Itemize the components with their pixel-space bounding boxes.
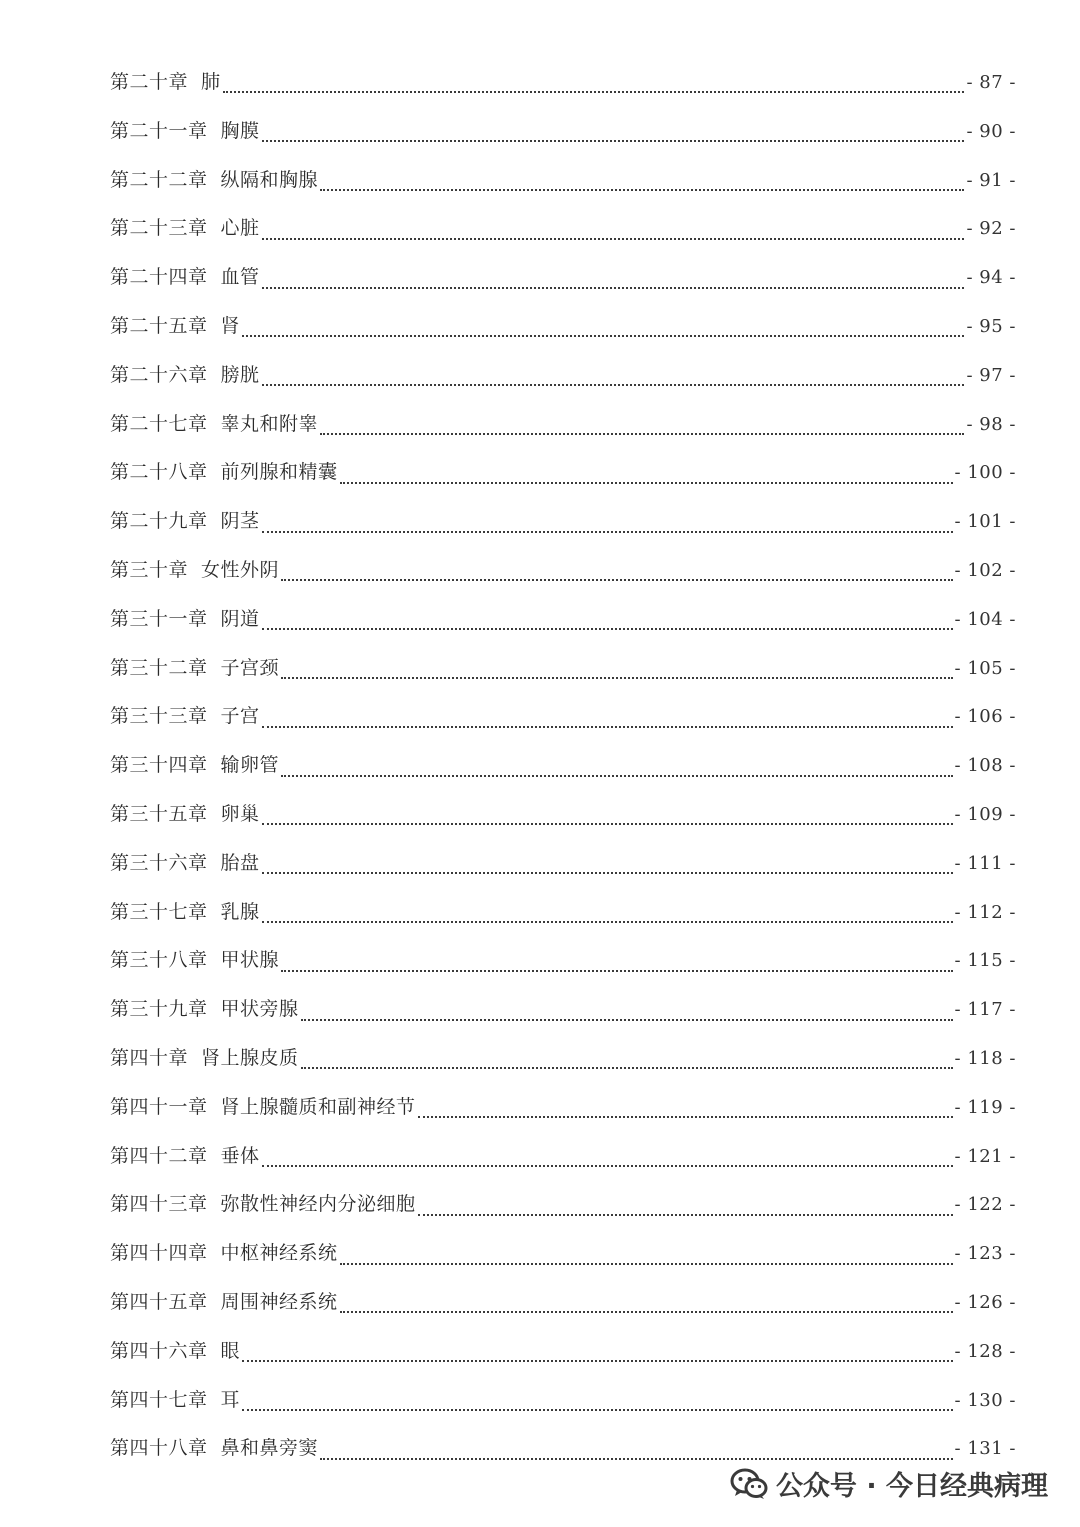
toc-dot-leader	[281, 570, 953, 584]
toc-chapter-number: 第四十八章	[110, 1437, 208, 1460]
toc-chapter-title: 甲状旁腺	[220, 998, 299, 1021]
toc-page-number: - 117 -	[954, 999, 1016, 1021]
toc-chapter-number: 第二十八章	[110, 461, 208, 484]
toc-chapter-number: 第三十章	[110, 558, 189, 581]
toc-dot-leader	[262, 278, 965, 292]
toc-chapter-number: 第四十六章	[110, 1339, 208, 1362]
toc-entry[interactable]	[110, 936, 1016, 985]
toc-dot-leader	[262, 863, 953, 877]
toc-chapter-title: 血管	[220, 266, 260, 289]
toc-dot-leader	[301, 1010, 953, 1024]
toc-chapter-title: 胸膜	[220, 119, 260, 142]
toc-entry[interactable]	[110, 1278, 1016, 1327]
toc-page-number: - 126 -	[954, 1291, 1016, 1313]
toc-chapter-number: 第三十八章	[110, 949, 208, 972]
toc-chapter-title: 前列腺和精囊	[220, 461, 338, 484]
toc-chapter-title: 女性外阴	[201, 558, 280, 581]
toc-chapter-number: 第四十五章	[110, 1290, 208, 1313]
toc-dot-leader	[340, 1254, 953, 1268]
toc-dot-leader	[320, 1449, 953, 1463]
toc-chapter-number: 第三十五章	[110, 802, 208, 825]
toc-chapter-title: 乳腺	[220, 900, 260, 923]
toc-page-number: - 130 -	[954, 1389, 1016, 1411]
toc-entry[interactable]	[110, 692, 1016, 741]
toc-chapter-title: 睾丸和附睾	[220, 412, 319, 435]
toc-entry[interactable]	[110, 1132, 1016, 1181]
toc-dot-leader	[262, 522, 953, 536]
toc-page-number: - 112 -	[954, 901, 1016, 923]
wechat-watermark	[730, 1464, 1048, 1503]
toc-entry[interactable]	[110, 107, 1016, 156]
toc-dot-leader	[242, 1351, 953, 1365]
toc-page-number: - 101 -	[954, 511, 1016, 533]
toc-entry[interactable]	[110, 58, 1016, 107]
toc-chapter-number: 第四十二章	[110, 1144, 208, 1167]
toc-dot-leader	[340, 1302, 953, 1316]
toc-page-number: - 104 -	[954, 608, 1016, 630]
toc-entry[interactable]	[110, 156, 1016, 205]
toc-dot-leader	[281, 668, 953, 682]
toc-page-number: - 105 -	[954, 657, 1016, 679]
toc-dot-leader	[262, 1156, 953, 1170]
toc-chapter-title: 输卵管	[220, 754, 280, 777]
toc-page-number: - 131 -	[954, 1438, 1016, 1460]
toc-chapter-title: 弥散性神经内分泌细胞	[220, 1193, 416, 1216]
toc-dot-leader	[262, 717, 953, 731]
toc-page-number: - 100 -	[954, 462, 1016, 484]
toc-dot-leader	[418, 1205, 953, 1219]
toc-page-number: - 90 -	[966, 120, 1016, 142]
toc-chapter-number: 第二十章	[110, 71, 189, 93]
toc-dot-leader	[262, 131, 965, 145]
toc-page-number: - 94 -	[966, 267, 1016, 289]
toc-dot-leader	[301, 1058, 953, 1072]
toc-entry[interactable]	[110, 1229, 1016, 1278]
toc-page-number: - 118 -	[954, 1047, 1016, 1069]
wechat-icon	[730, 1467, 768, 1501]
toc-dot-leader	[262, 375, 965, 389]
toc-page-number: - 108 -	[954, 755, 1016, 777]
toc-entry[interactable]	[110, 1034, 1016, 1083]
toc-chapter-title: 子宫	[220, 705, 260, 728]
toc-dot-leader	[242, 326, 964, 340]
toc-chapter-title: 卵巢	[220, 802, 260, 825]
toc-page-number: - 92 -	[966, 218, 1016, 240]
toc-entry[interactable]	[110, 1180, 1016, 1229]
toc-chapter-title: 鼻和鼻旁窦	[220, 1437, 319, 1460]
toc-entry[interactable]	[110, 253, 1016, 302]
toc-entry[interactable]	[110, 497, 1016, 546]
toc-chapter-title: 眼	[220, 1339, 241, 1362]
toc-chapter-number: 第二十五章	[110, 314, 208, 337]
toc-chapter-title: 膀胱	[220, 363, 260, 386]
toc-chapter-number: 第二十四章	[110, 266, 208, 289]
toc-page-number: - 87 -	[966, 72, 1016, 93]
toc-entry[interactable]	[110, 644, 1016, 693]
toc-page-number: - 95 -	[966, 315, 1016, 337]
toc-entry[interactable]	[110, 400, 1016, 449]
toc-entry[interactable]	[110, 351, 1016, 400]
toc-chapter-number: 第二十三章	[110, 217, 208, 240]
toc-entry[interactable]	[110, 595, 1016, 644]
toc-entry[interactable]	[110, 1327, 1016, 1376]
toc-dot-leader	[320, 424, 964, 438]
toc-chapter-number: 第三十九章	[110, 998, 208, 1021]
toc-entry[interactable]	[110, 888, 1016, 937]
toc-chapter-number: 第二十七章	[110, 412, 208, 435]
toc-chapter-title: 周围神经系统	[220, 1290, 338, 1313]
toc-chapter-title: 心脏	[220, 217, 260, 240]
toc-chapter-number: 第三十七章	[110, 900, 208, 923]
toc-dot-leader	[223, 82, 965, 96]
toc-entry[interactable]	[110, 302, 1016, 351]
toc-page-number: - 123 -	[954, 1243, 1016, 1265]
toc-chapter-number: 第三十六章	[110, 851, 208, 874]
toc-chapter-title: 阴道	[220, 607, 260, 630]
toc-page-number: - 98 -	[966, 413, 1016, 435]
toc-chapter-title: 中枢神经系统	[220, 1242, 338, 1265]
toc-chapter-title: 垂体	[220, 1144, 260, 1167]
toc-chapter-title: 胎盘	[220, 851, 260, 874]
toc-entry[interactable]	[110, 1376, 1016, 1425]
table-of-contents	[110, 58, 1016, 1473]
toc-page-number: - 109 -	[954, 803, 1016, 825]
toc-entry[interactable]	[110, 1083, 1016, 1132]
toc-chapter-title: 纵隔和胸腺	[220, 168, 319, 191]
toc-entry[interactable]	[110, 204, 1016, 253]
toc-entry[interactable]	[110, 741, 1016, 790]
toc-chapter-number: 第三十四章	[110, 754, 208, 777]
toc-dot-leader	[262, 814, 953, 828]
toc-entry[interactable]	[110, 839, 1016, 888]
toc-chapter-title: 肾上腺皮质	[201, 1046, 299, 1069]
toc-page-number: - 106 -	[954, 706, 1016, 728]
toc-chapter-title: 子宫颈	[220, 656, 280, 679]
toc-chapter-number: 第三十三章	[110, 705, 208, 728]
toc-dot-leader	[262, 912, 953, 926]
toc-chapter-number: 第三十一章	[110, 607, 208, 630]
toc-page-number: - 91 -	[966, 169, 1016, 191]
toc-dot-leader	[281, 766, 953, 780]
toc-page-number: - 122 -	[954, 1194, 1016, 1216]
toc-dot-leader	[340, 473, 953, 487]
toc-dot-leader	[320, 180, 964, 194]
toc-page-number: - 128 -	[954, 1340, 1016, 1362]
toc-dot-leader	[242, 1400, 953, 1414]
toc-chapter-number: 第二十一章	[110, 119, 208, 142]
toc-chapter-number: 第四十四章	[110, 1242, 208, 1265]
toc-dot-leader	[418, 1107, 953, 1121]
toc-chapter-title: 肾	[220, 314, 241, 337]
toc-entry[interactable]	[110, 448, 1016, 497]
toc-dot-leader	[281, 961, 953, 975]
toc-chapter-title: 肺	[201, 71, 221, 93]
toc-chapter-number: 第四十一章	[110, 1095, 208, 1118]
toc-chapter-title: 耳	[220, 1388, 241, 1411]
toc-chapter-title: 阴茎	[220, 510, 260, 533]
toc-page-number: - 97 -	[966, 364, 1016, 386]
watermark-text: 公众号 · 今日经典病理	[775, 1471, 1048, 1502]
toc-chapter-number: 第四十三章	[110, 1193, 208, 1216]
toc-page-number: - 115 -	[954, 950, 1016, 972]
toc-chapter-number: 第四十章	[110, 1046, 189, 1069]
toc-page-number: - 121 -	[954, 1145, 1016, 1167]
toc-chapter-number: 第二十二章	[110, 168, 208, 191]
toc-chapter-number: 第二十九章	[110, 510, 208, 533]
toc-dot-leader	[262, 229, 965, 243]
toc-chapter-number: 第二十六章	[110, 363, 208, 386]
toc-page-number: - 119 -	[954, 1096, 1016, 1118]
toc-page-number: - 102 -	[954, 559, 1016, 581]
toc-entry[interactable]	[110, 790, 1016, 839]
toc-dot-leader	[262, 619, 953, 633]
toc-page-number: - 111 -	[954, 852, 1016, 874]
toc-entry[interactable]	[110, 546, 1016, 595]
toc-chapter-title: 甲状腺	[220, 949, 280, 972]
toc-chapter-number: 第三十二章	[110, 656, 208, 679]
toc-chapter-title: 肾上腺髓质和副神经节	[220, 1095, 416, 1118]
toc-chapter-number: 第四十七章	[110, 1388, 208, 1411]
toc-entry[interactable]	[110, 985, 1016, 1034]
